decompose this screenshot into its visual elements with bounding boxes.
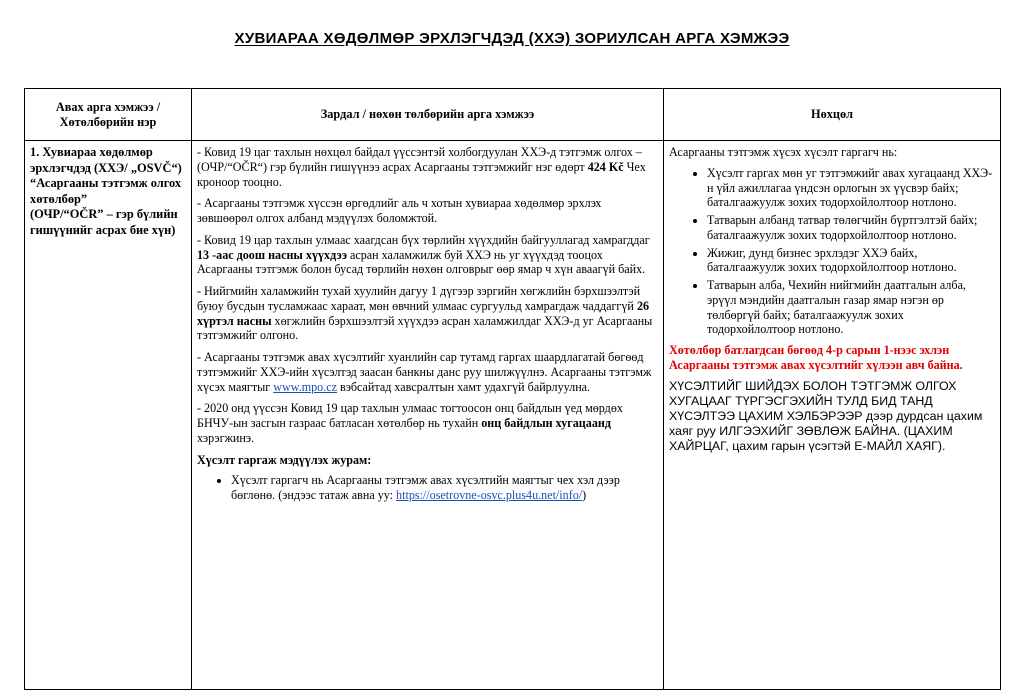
list-item: • Хүсэлт гаргах мөн уг тэтгэмжийг авах хугацаанд ХХЭ-н үйл ажиллагаа үндсэн орлогын эх үүсвэр байх; баталгаажуулж зохих тодорхойлолтоор нотлоно. <box>707 166 995 210</box>
header-measure-name: Авах арга хэмжээ / Хөтөлбөрийн нэр <box>25 89 192 141</box>
approval-notice: Хөтөлбөр батлагдсан бөгөөд 4-р сарын 1-нээс эхлэн Асаргааны тэтгэмж авах хүсэлтийг хүлээн авч байна. <box>669 343 963 372</box>
conditions-cell <box>664 141 1001 690</box>
document-title: ХУВИАРАА ХӨДӨЛМӨР ЭРХЛЭГЧДЭД (ХХЭ) ЗОРИУЛСАН АРГА ХЭМЖЭЭ <box>234 30 790 47</box>
application-form-link[interactable]: https://osetrovne-osvc.plus4u.net/info/ <box>396 488 583 502</box>
measure-paragraph-4: - Нийгмийн халамжийн тухай хуулийн дагуу 1 дүгээр зэргийн хөгжлийн бэрхшээлтэй буюу бусдын тусламжаас хараат, мөн өвчний улмаас сургуульд хамрагдаж чаддаггүй 26 хүртэл насны хөгжлийн бэрхшээлтэй хүүхдээ асран халамжилдаг ХХЭ-д уг Асаргааны тэтгэмжийг олгоно. <box>197 284 653 343</box>
program-subtitle: (ОЧР/“OČR” – гэр бүлийн гишүүнийг асрах бие хүн) <box>30 207 178 237</box>
procedure-list <box>197 473 658 503</box>
list-item: • Хүсэлт гаргагч нь Асаргааны тэтгэмж авах хүсэлтийн маягтыг чех хэл дээр бөглөнө. (эндээс татаж авна уу: https://osetrovne-osvc.plus4u.net/info/) <box>231 473 658 503</box>
list-item: • Жижиг, дунд бизнес эрхлэдэг ХХЭ байх, баталгаажуулж зохих тодорхойлолтоор нотлоно. <box>707 246 995 276</box>
header-compensation: Зардал / нөхөн төлбөрийн арга хэмжээ <box>192 89 664 141</box>
table-row <box>25 141 1001 690</box>
measure-paragraph-3: - Ковид 19 цар тахлын улмаас хаагдсан бүх төрлийн хүүхдийн байгууллагад хамрагддаг 13 -аас доош насны хүүхдээ асран халамжилж буй ХХЭ нь уг хүүхдэд тооцох Асаргааны тэтгэмж болон бусад төрлийн нөхөн олговрыг өөр ямар ч хүн аваагүй байх. <box>197 232 650 277</box>
conditions-intro: Асаргааны тэтгэмж хүсэх хүсэлт гаргагч нь: <box>669 145 898 159</box>
measure-paragraph-6: - 2020 онд үүссэн Ковид 19 цар тахлын улмаас тогтоосон онц байдлын үед мөрдөх БНЧУ-ын засгын газраас батласан хөтөлбөр нь тухайн онц байдлын хугацаанд хэрэгжинэ. <box>197 401 623 445</box>
conditions-list <box>669 166 995 337</box>
list-item: • Татварын албанд татвар төлөгчийн бүртгэлтэй байх; баталгаажуулж зохих тодорхойлолтоор нотлоно. <box>707 213 995 243</box>
measure-paragraph-5: - Асаргааны тэтгэмж авах хүсэлтийг хуанлийн сар тутамд гаргах шаардлагатай бөгөөд тэтгэмжийг ХХЭ-ийн хүсэлтэд заасан банкны данс руу шилжүүлнэ. Асаргааны тэтгэмж хүсэх маягтыг www.mpo.cz вэбсайтад хавсралтын хамт удахгүй байрлуулна. <box>197 350 652 394</box>
measure-paragraph-1: - Ковид 19 цаг тахлын нөхцөл байдал үүссэнтэй холбогдуулан ХХЭ-д тэтгэмж олгох – (ОЧР/“OČR“) гэр бүлийн гишүүнээ асрах Асаргааны тэтгэмжийг нэг өдөрт 424 Kč Чех кроноор тооцно. <box>197 145 646 189</box>
electronic-submission-note: ХҮСЭЛТИЙГ ШИЙДЭХ БОЛОН ТЭТГЭМЖ ОЛГОХ ХУГАЦААГ ТҮРГЭСГЭХИЙН ТУЛД БИД ТАНД ХҮСЭЛТЭЭ ЦАХИМ ХЭЛБЭРЭЭР дээр дурдсан цахим хаяг руу ИЛГЭЭХИЙГ ЗӨВЛӨЖ БАЙНА. (ЦАХИМ ХАЙРЦАГ, цахим гарын үсэгтэй Е-МАЙЛ ХАЯГ). <box>669 378 983 453</box>
program-name-cell <box>25 141 192 690</box>
measures-table <box>24 88 1001 690</box>
mpo-website-link[interactable]: www.mpo.cz <box>273 379 337 394</box>
table-header-row <box>25 89 1001 141</box>
program-title: 1. Хувиараа хөдөлмөр эрхлэгчдэд (ХХЭ/ „OSVČ“) “Асаргааны тэтгэмж олгох хөтөлбөр” <box>30 145 182 206</box>
procedure-heading: Хүсэлт гаргаж мэдүүлэх журам: <box>197 452 372 467</box>
header-conditions: Нөхцөл <box>664 89 1001 141</box>
measure-paragraph-2: - Асаргааны тэтгэмж хүссэн өргөдлийг аль ч хотын хувиараа хөдөлмөр эрхлэх зөвшөөрөл олгох албанд мэдүүлэх боломжтой. <box>197 196 602 225</box>
list-item: • Татварын алба, Чехийн нийгмийн даатгалын алба, эрүүл мэндийн даатгалын газар ямар нэгэн өр төлбөргүй байх; баталгаажуулж зохих тодорхойлолтоор нотлоно. <box>707 278 995 337</box>
compensation-cell <box>192 141 664 690</box>
